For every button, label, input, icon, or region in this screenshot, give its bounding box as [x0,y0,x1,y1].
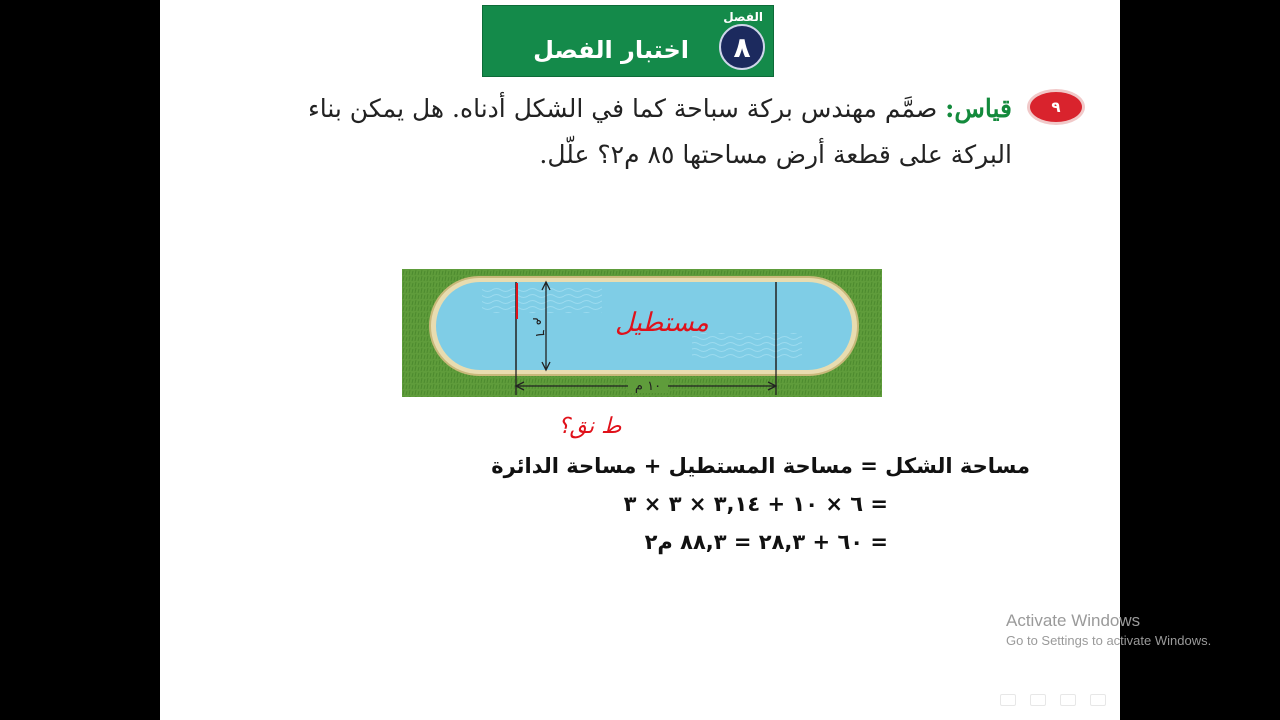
solution-line-2: = ٦ × ١٠ + ٣,١٤ × ٣ × ٣ [623,492,888,516]
next-slide-icon[interactable] [1090,694,1106,706]
question-keyword: قياس: [945,94,1012,123]
slideshow-toolbar[interactable] [1000,694,1106,706]
handwritten-rect-word: مستطيل [615,308,709,338]
width-label: ١٠ م [634,379,662,394]
handwritten-question-note: ط نق؟ [558,414,622,439]
slide [160,0,1120,720]
prev-slide-icon[interactable] [1000,694,1016,706]
solution-line-3: = ٦٠ + ٢٨,٣ = ٨٨,٣ م٢ [644,530,888,554]
solution-line-1: مساحة الشكل = مساحة المستطيل + مساحة الدائرة [491,454,1030,478]
activate-windows-subtitle: Go to Settings to activate Windows. [1006,633,1212,648]
banner-title: اختبار الفصل [533,36,689,64]
question-body: صمَّم مهندس بركة سباحة كما في الشكل أدناه. هل يمكن بناء البركة على قطعة أرض مساحتها ٨٥ م٢؟ علّل. [307,94,1012,169]
height-label: ٦ م [532,317,547,337]
question-number: ٩ [1051,98,1061,116]
question-number-badge [1030,92,1082,122]
question-text [255,86,1012,178]
pool-wave-left [482,287,602,313]
chapter-number: ٨ [733,30,751,64]
chapter-number-badge [719,24,765,70]
chapter-label: الفصل [723,10,763,24]
chapter-test-banner [482,5,774,77]
activate-windows-title: Activate Windows [1006,611,1141,630]
pen-icon[interactable] [1030,694,1046,706]
menu-icon[interactable] [1060,694,1076,706]
